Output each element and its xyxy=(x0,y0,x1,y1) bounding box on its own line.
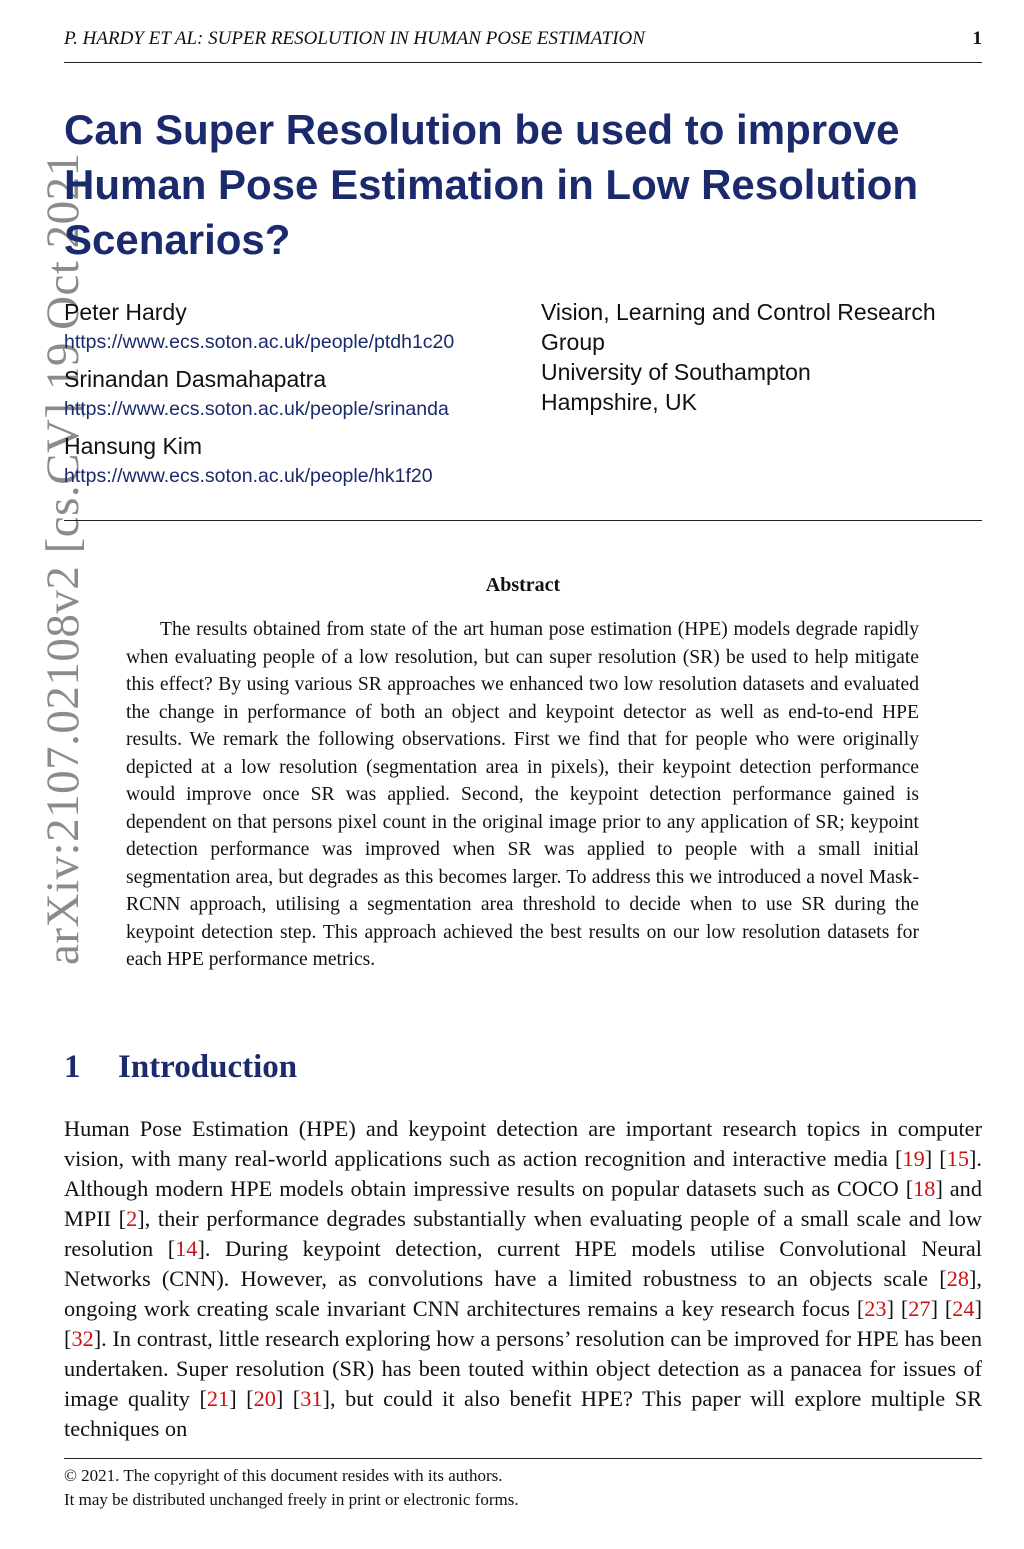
running-title: P. HARDY ET AL: SUPER RESOLUTION IN HUMAN POSE ESTIMATION xyxy=(64,28,645,49)
author-url-link[interactable]: https://www.ecs.soton.ac.uk/people/srinanda xyxy=(64,398,449,420)
introduction-paragraph: Human Pose Estimation (HPE) and keypoint detection are important research topics in computer vision, with many real-world applications such as action recognition and interactive media [19] [15]. Although modern HPE models obtain impressive results on popular datasets such as COCO [18] and MPII [2], their performance degrades substantially when evaluating people of a small scale and low resolution [14]. During keypoint detection, current HPE models utilise Convolutional Neural Networks (CNN). However, as convolutions have a limited robustness to an objects scale [28], ongoing work creating scale invariant CNN architectures remains a key research focus [23] [27] [24] [32]. In contrast, little research exploring how a persons’ resolution can be improved for HPE has been undertaken. Super resolution (SR) has been touted within object detection as a panacea for issues of image quality [21] [20] [31], but could it also benefit HPE? This paper will explore multiple SR techniques on xyxy=(64,1116,982,1441)
citation-link[interactable]: 24 xyxy=(952,1296,975,1321)
intro-text: , ongoing work creating scale invariant CNN architectures remains a key research focus xyxy=(64,1266,982,1321)
citation-link[interactable]: 2 xyxy=(126,1206,138,1231)
intro-text: . Although modern HPE models obtain impressive results on popular datasets such as COCO xyxy=(64,1146,982,1201)
citation-link[interactable]: 32 xyxy=(71,1326,94,1351)
author-url-link[interactable]: https://www.ecs.soton.ac.uk/people/hk1f20 xyxy=(64,465,433,487)
section-heading-introduction xyxy=(64,1045,297,1089)
intro-text: . During keypoint detection, current HPE models utilise Convolutional Neural Networks (CNN). However, as convolutions have a limited robustness to an objects scale xyxy=(64,1236,982,1291)
arxiv-stamp[interactable]: arXiv:2107.02108v2 [cs.CV] 19 Oct 2021 xyxy=(37,152,89,965)
intro-text: Human Pose Estimation (HPE) and keypoint detection are important research topics in computer vision, with many real-world applications such as action recognition and interactive media xyxy=(64,1116,982,1171)
copyright-footnote xyxy=(64,1464,982,1512)
paper-title: Can Super Resolution be used to improve Human Pose Estimation in Low Resolution Scenarios? xyxy=(64,106,919,263)
citation-link[interactable]: 14 xyxy=(175,1236,198,1261)
citation-link[interactable]: 27 xyxy=(908,1296,931,1321)
intro-text: and MPII xyxy=(64,1176,982,1231)
affiliation xyxy=(541,297,981,417)
intro-text: . In contrast, little research exploring how a persons’ resolution can be improved for HPE has been undertaken. Super resolution (SR) has been touted within object detection as a panacea for issues of image quality xyxy=(64,1326,982,1411)
author-name: Peter Hardy xyxy=(64,299,187,325)
citation-link[interactable]: 20 xyxy=(253,1386,276,1411)
author-entry xyxy=(64,297,534,357)
citation-link[interactable]: 21 xyxy=(206,1386,230,1411)
intro-text: , their performance degrades substantially when evaluating people of a small scale and low resolution xyxy=(64,1206,982,1261)
page-number: 1 xyxy=(972,28,982,49)
affiliation-university: University of Southampton xyxy=(541,359,811,385)
affiliation-location: Hampshire, UK xyxy=(541,389,697,415)
section-title: Introduction xyxy=(118,1049,298,1085)
title-block-rule xyxy=(64,520,982,521)
author-entry xyxy=(64,431,534,491)
citation-link[interactable]: 15 xyxy=(946,1146,969,1171)
abstract-text: The results obtained from state of the art human pose estimation (HPE) models degrade rapidly when evaluating people of a low resolution, but can super resolution (SR) be used to help mitigate this effect? By using various SR approaches we enhanced two low resolution datasets and evaluated the change in performance of both an object and keypoint detector as well as end-to-end HPE results. We remark the following observations. First we find that for people who were originally depicted at a low resolution (segmentation area in pixels), their keypoint detection performance would improve once SR was applied. Second, the keypoint detection performance gained is dependent on that persons pixel count in the original image prior to any application of SR; keypoint detection performance was improved when SR was applied to people with a small initial segmentation area, but degrades as this becomes larger. To address this we introduced a novel Mask-RCNN approach, utilising a segmentation area threshold to decide when to use SR during the keypoint detection step. This approach achieved the best results on our low resolution datasets for each HPE performance metrics. xyxy=(126,619,919,970)
running-header xyxy=(64,28,982,52)
author-entry xyxy=(64,364,534,424)
author-name: Srinandan Dasmahapatra xyxy=(64,366,327,392)
footnote-rule xyxy=(64,1458,982,1459)
abstract-heading: Abstract xyxy=(485,574,561,596)
citation-link[interactable]: 23 xyxy=(864,1296,887,1321)
copyright-line: © 2021. The copyright of this document resides with its authors. xyxy=(64,1466,503,1485)
affiliation-group: Vision, Learning and Control Research Group xyxy=(541,299,936,355)
author-url-link[interactable]: https://www.ecs.soton.ac.uk/people/ptdh1c20 xyxy=(64,331,455,353)
citation-link[interactable]: 19 xyxy=(902,1146,925,1171)
citation-link[interactable]: 18 xyxy=(913,1176,936,1201)
citation-link[interactable]: 28 xyxy=(946,1266,969,1291)
header-rule xyxy=(64,62,982,63)
section-number: 1 xyxy=(64,1049,81,1085)
intro-text: , but could it also benefit HPE? This paper will explore multiple SR techniques on xyxy=(64,1386,982,1441)
citation-link[interactable]: 31 xyxy=(300,1386,323,1411)
distribution-line: It may be distributed unchanged freely in print or electronic forms. xyxy=(64,1490,519,1509)
author-list xyxy=(64,297,534,498)
author-name: Hansung Kim xyxy=(64,433,203,459)
